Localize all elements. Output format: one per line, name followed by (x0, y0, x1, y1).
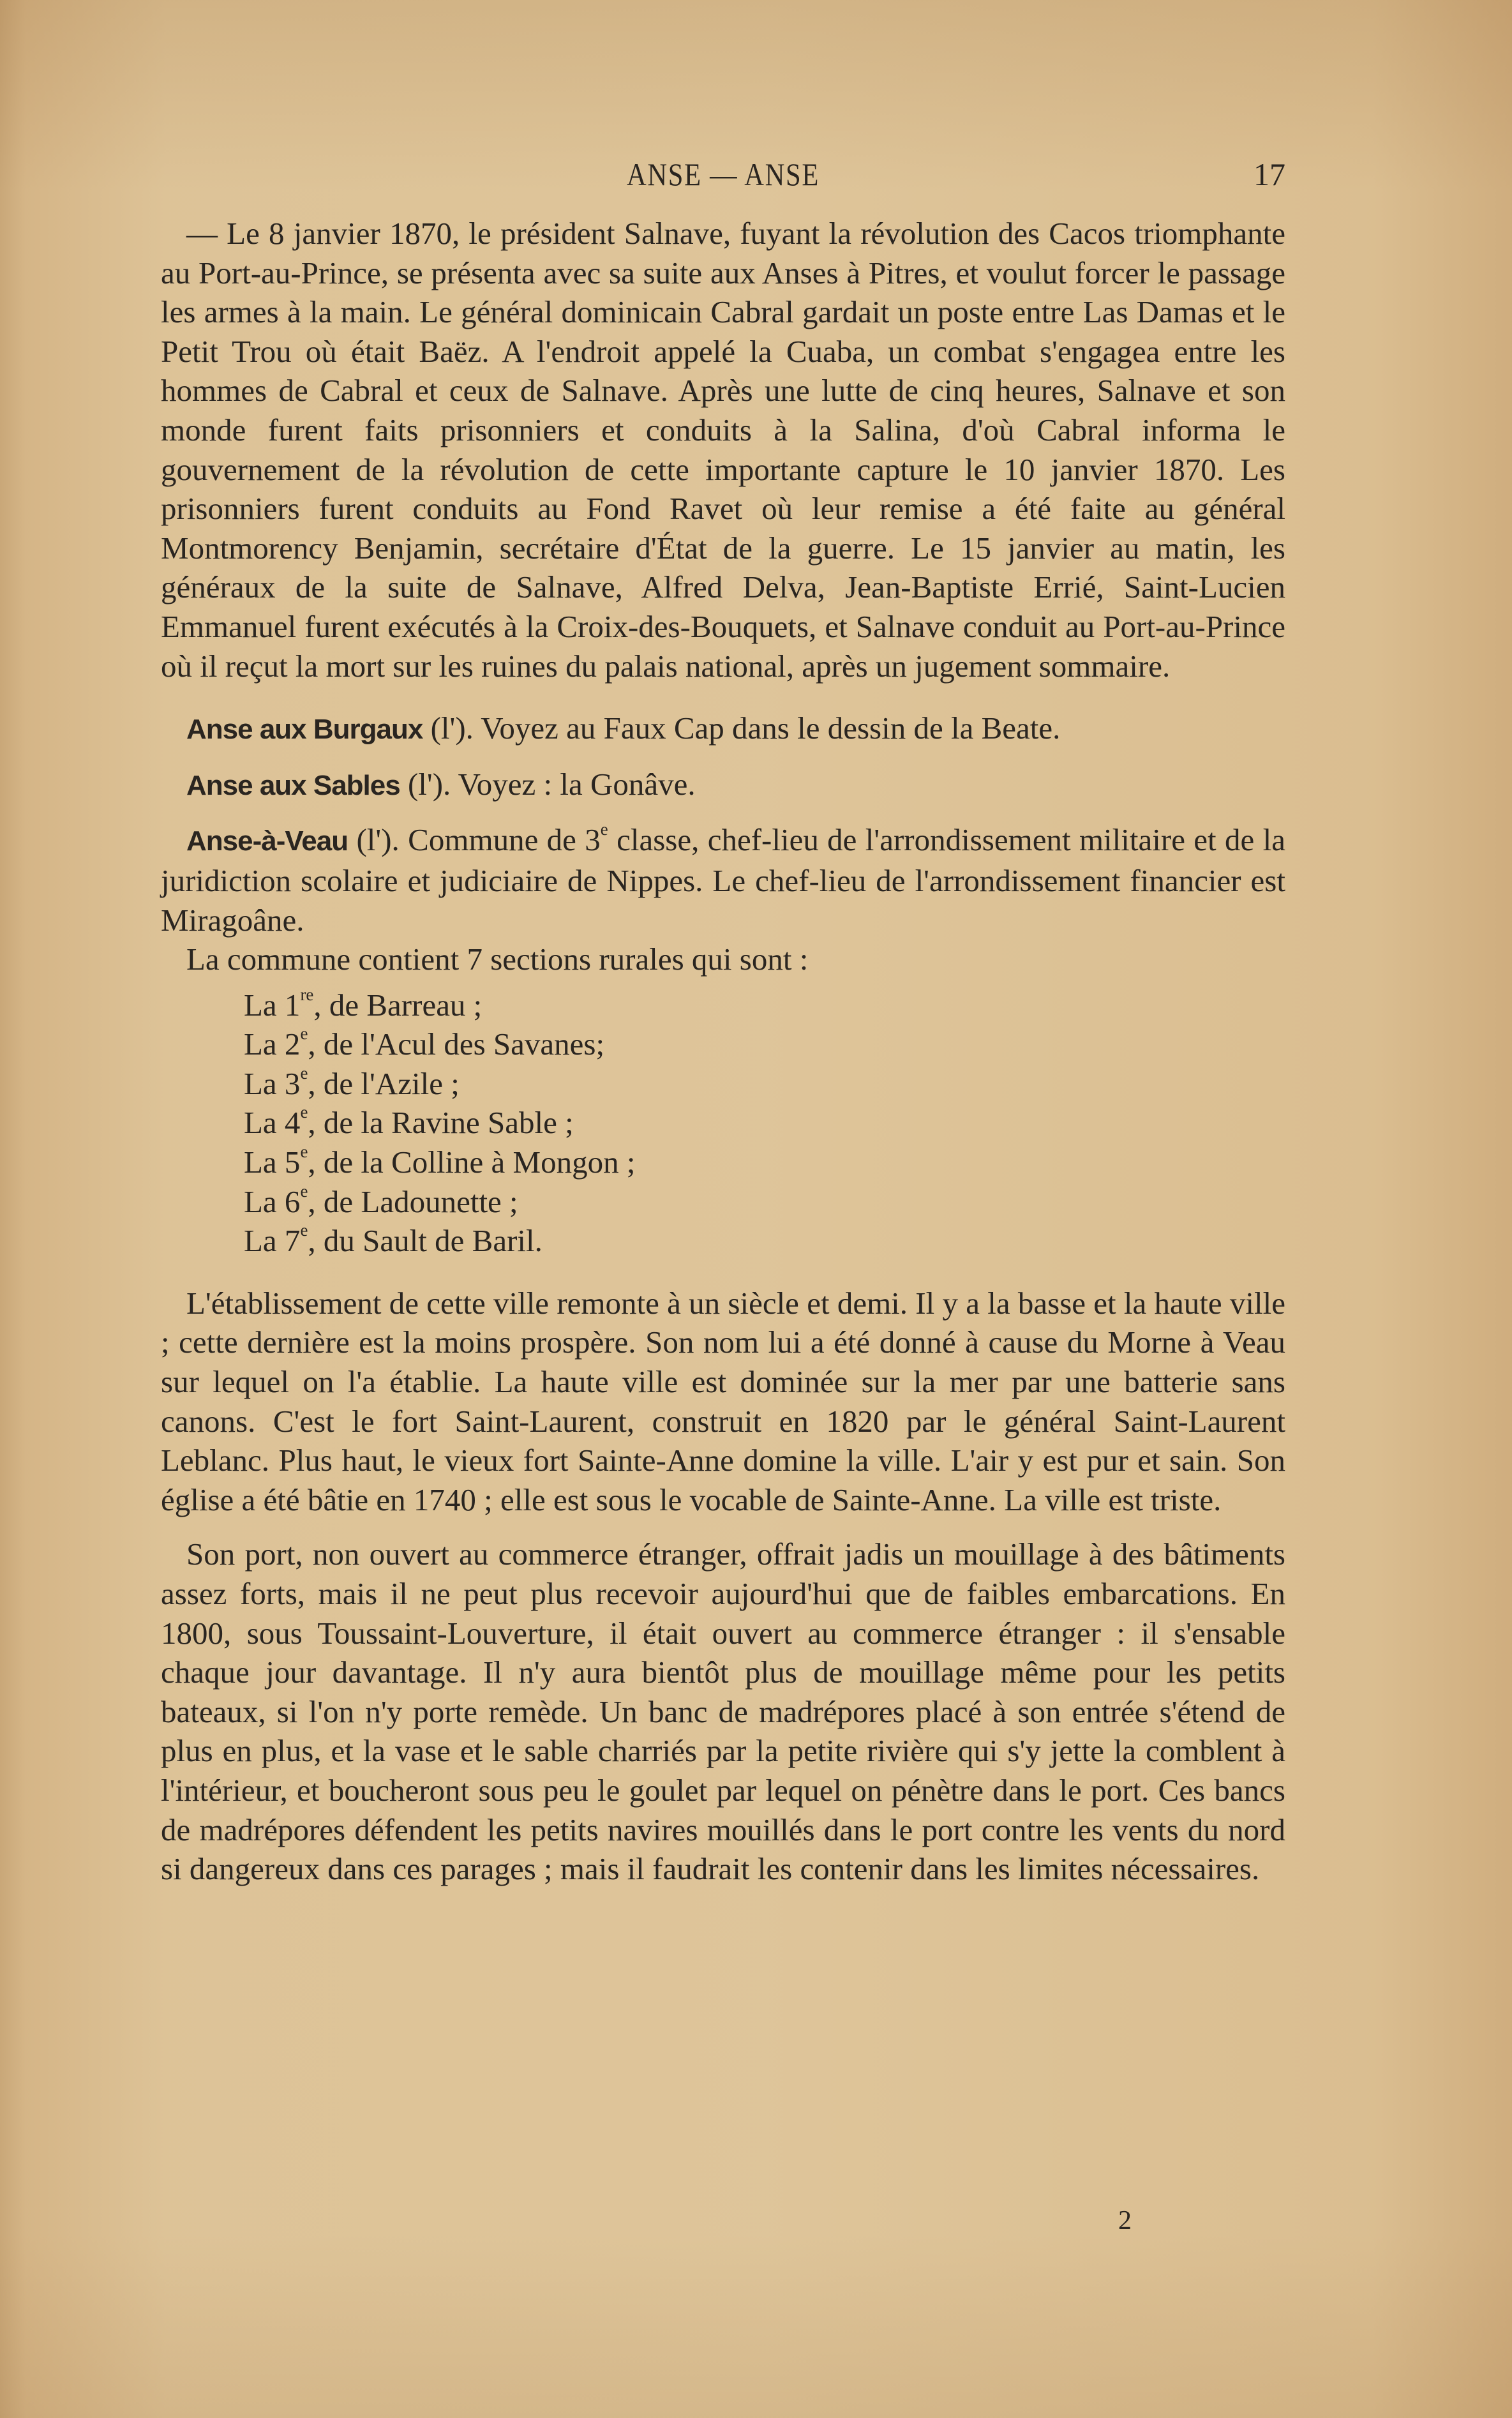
section-item (244, 1103, 1285, 1143)
entry-body: Voyez : la Gonâve. (451, 766, 696, 802)
entry-body: Voyez au Faux Cap dans le dessin de la Beate. (473, 710, 1061, 746)
superscript: e (300, 1141, 308, 1161)
section-ordinal: La 3 (244, 1065, 301, 1101)
entry-headword: Anse-à-Veau (186, 825, 348, 857)
entry-article: (l'). (430, 710, 474, 746)
section-item (244, 1182, 1285, 1222)
section-item (244, 1143, 1285, 1182)
section-name: , de la Colline à Mongon ; (308, 1145, 636, 1180)
superscript: e (300, 1063, 308, 1083)
section-ordinal: La 5 (244, 1145, 301, 1180)
section-ordinal: La 2 (244, 1026, 301, 1062)
entry-anse-aux-burgaux (161, 709, 1285, 749)
section-name: , de Barreau ; (313, 987, 483, 1023)
superscript: e (300, 1024, 308, 1044)
running-head (161, 152, 1285, 197)
section-ordinal: La 6 (244, 1183, 301, 1219)
section-name: , de Ladounette ; (308, 1183, 518, 1219)
page-number: 17 (1254, 156, 1285, 192)
section-item (244, 1221, 1285, 1261)
sections-list (161, 986, 1285, 1261)
superscript: e (300, 1102, 308, 1122)
section-item (244, 1064, 1285, 1104)
section-name: , du Sault de Baril. (308, 1223, 543, 1259)
running-title: ANSE — ANSE (626, 156, 820, 192)
section-ordinal: La 1 (244, 987, 301, 1023)
entry-body-cont: classe, chef-lieu de l'arrondissement militaire et de la juridiction scolaire et judiciaire de Nippes. Le chef-lieu de l'arrondissement financier est Miragoâne. (161, 822, 1285, 938)
paragraph-etablissement: L'établissement de cette ville remonte à un siècle et demi. Il y a la basse et la haute ville ; cette dernière est la moins prospère. Son nom lui a été donné à cause du Morne à Veau sur lequel on l'a établie. La haute ville est dominée sur la mer par une batterie sans canons. C'est le fort Saint-Laurent, construit en 1820 par le général Saint-Laurent Leblanc. Plus haut, le vieux fort Sainte-Anne domine la ville. L'air y est pur et sain. Son église a été bâtie en 1740 ; elle est sous le vocable de Sainte-Anne. La ville est triste. (161, 1285, 1285, 1517)
entry-article: (l'). (407, 766, 451, 802)
superscript: e (600, 820, 608, 839)
paragraph-port: Son port, non ouvert au commerce étranger, offrait jadis un mouillage à des bâtiments assez forts, mais il ne peut plus recevoir aujourd'hui que de faibles embarcations. En 1800, sous Toussaint-Louverture, il était ouvert au commerce étranger : il s'ensable chaque jour davantage. Il n'y aura bientôt plus de mouillage même pour les petits bateaux, si l'on n'y porte remède. Un banc de madrépores placé à son entrée s'étend de plus en plus, et la vase et le sable charriés par la petite rivière qui s'y jette la comblent à l'intérieur, et boucheront sous peu le goulet par lequel on pénètre dans le port. Ces bancs de madrépores défendent les petits navires mouillés dans le port contre les vents du nord si dangereux dans ces parages ; mais il faudrait les contenir dans les limites nécessaires. (161, 1536, 1285, 1887)
entry-anse-aux-sables (161, 765, 1285, 806)
body-text (161, 214, 1285, 1889)
entry-article: (l'). (356, 822, 400, 858)
entry-headword: Anse aux Burgaux (186, 714, 423, 746)
section-item (244, 986, 1285, 1025)
section-ordinal: La 7 (244, 1223, 301, 1259)
section-name: , de l'Azile ; (308, 1065, 460, 1101)
section-name: , de l'Acul des Savanes; (308, 1026, 605, 1062)
superscript: e (300, 1220, 308, 1240)
signature-mark: 2 (1118, 2206, 1132, 2235)
superscript: re (300, 984, 314, 1004)
paragraph-salnave: — Le 8 janvier 1870, le président Salnave, fuyant la révolution des Cacos triomphante au Port-au-Prince, se présenta avec sa suite aux Anses à Pitres, et voulut forcer le passage les armes à la main. Le général dominicain Cabral gardait un poste entre Las Damas et le Petit Trou où était Baëz. A l'endroit appelé la Cuaba, un combat s'engagea entre les hommes de Cabral et ceux de Salnave. Après une lutte de cinq heures, Salnave et son monde furent faits prisonniers et conduits à la Salina, d'où Cabral informa le gouvernement de la révolution de cette importante capture le 10 janvier 1870. Les prisonniers furent conduits au Fond Ravet où leur remise a été faite au général Montmorency Benjamin, secrétaire d'État de la guerre. Le 15 janvier au matin, les généraux de la suite de Salnave, Alfred Delva, Jean-Baptiste Errié, Saint-Lucien Emmanuel furent exécutés à la Croix-des-Bouquets, et Salnave conduit au Port-au-Prince où il reçut la mort sur les ruines du palais national, après un jugement sommaire. (161, 216, 1285, 684)
section-item (244, 1025, 1285, 1064)
sections-intro: La commune contient 7 sections rurales qui sont : (186, 942, 809, 977)
entry-headword: Anse aux Sables (186, 769, 400, 801)
entry-anse-a-veau (161, 820, 1285, 940)
section-ordinal: La 4 (244, 1105, 301, 1141)
entry-body: Commune de 3 (399, 822, 601, 858)
section-name: , de la Ravine Sable ; (308, 1105, 574, 1141)
superscript: e (300, 1181, 308, 1201)
